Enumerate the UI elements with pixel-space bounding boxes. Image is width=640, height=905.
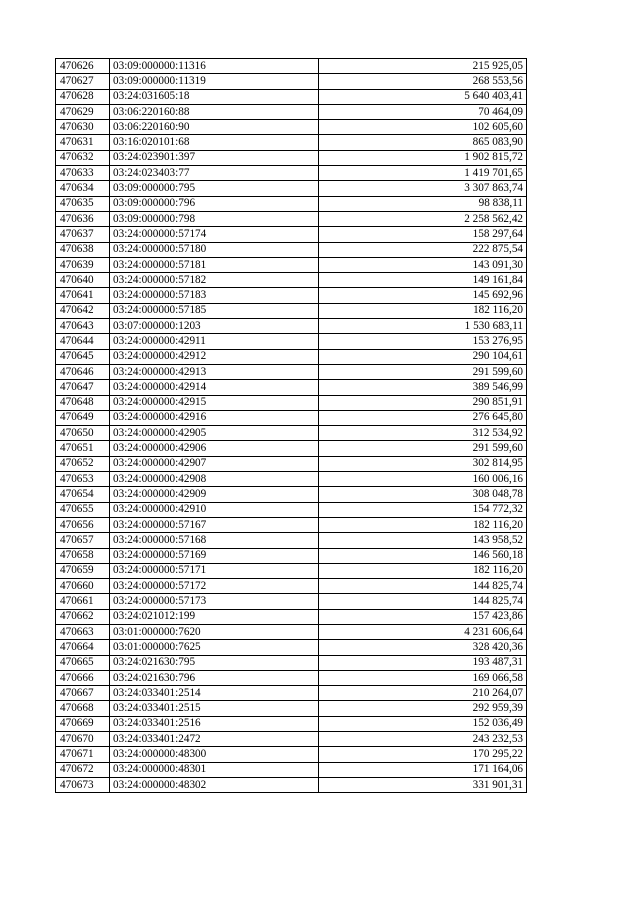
cadastral-number-cell: 03:09:000000:11319 [110,74,319,89]
cadastral-number-cell: 03:24:021012:199 [110,609,319,624]
cadastral-number-cell: 03:24:000000:57173 [110,594,319,609]
cadastral-value-cell: 154 772,32 [319,502,527,517]
cadastral-value-cell: 222 875,54 [319,242,527,257]
table-row [56,701,527,716]
row-number-cell: 470670 [56,732,110,747]
cadastral-number-cell: 03:24:021630:796 [110,670,319,685]
row-number-cell: 470656 [56,517,110,532]
row-number-cell: 470652 [56,456,110,471]
row-number-cell: 470654 [56,487,110,502]
cadastral-value-cell: 193 487,31 [319,655,527,670]
table-row [56,563,527,578]
cadastral-value-cell: 243 232,53 [319,732,527,747]
table-row [56,227,527,242]
cadastral-value-table [55,58,527,793]
row-number-cell: 470649 [56,410,110,425]
row-number-cell: 470637 [56,227,110,242]
row-number-cell: 470665 [56,655,110,670]
row-number-cell: 470653 [56,472,110,487]
row-number-cell: 470658 [56,548,110,563]
cadastral-number-cell: 03:06:220160:90 [110,120,319,135]
cadastral-value-cell: 171 164,06 [319,762,527,777]
row-number-cell: 470673 [56,777,110,792]
cadastral-number-cell: 03:24:031605:18 [110,89,319,104]
table-row [56,579,527,594]
table-row [56,273,527,288]
cadastral-number-cell: 03:16:020101:68 [110,135,319,150]
cadastral-number-cell: 03:24:000000:57168 [110,533,319,548]
cadastral-value-cell: 143 091,30 [319,257,527,272]
row-number-cell: 470627 [56,74,110,89]
cadastral-number-cell: 03:24:000000:57171 [110,563,319,578]
row-number-cell: 470644 [56,334,110,349]
cadastral-number-cell: 03:24:000000:42910 [110,502,319,517]
table-row [56,181,527,196]
cadastral-value-cell: 302 814,95 [319,456,527,471]
table-row [56,686,527,701]
cadastral-number-cell: 03:09:000000:11316 [110,59,319,74]
row-number-cell: 470626 [56,59,110,74]
table-row [56,257,527,272]
cadastral-number-cell: 03:24:000000:57167 [110,517,319,532]
cadastral-number-cell: 03:07:000000:1203 [110,319,319,334]
table-row [56,334,527,349]
table-row [56,211,527,226]
table-row [56,395,527,410]
row-number-cell: 470651 [56,441,110,456]
cadastral-number-cell: 03:24:000000:57183 [110,288,319,303]
cadastral-number-cell: 03:24:033401:2472 [110,732,319,747]
cadastral-value-cell: 157 423,86 [319,609,527,624]
row-number-cell: 470635 [56,196,110,211]
row-number-cell: 470661 [56,594,110,609]
cadastral-value-cell: 152 036,49 [319,716,527,731]
cadastral-value-cell: 389 546,99 [319,380,527,395]
cadastral-number-cell: 03:09:000000:795 [110,181,319,196]
row-number-cell: 470634 [56,181,110,196]
cadastral-number-cell: 03:24:000000:48301 [110,762,319,777]
cadastral-number-cell: 03:24:000000:42905 [110,426,319,441]
table-row [56,472,527,487]
cadastral-value-cell: 182 116,20 [319,303,527,318]
cadastral-number-cell: 03:24:033401:2516 [110,716,319,731]
cadastral-number-cell: 03:24:000000:57174 [110,227,319,242]
row-number-cell: 470633 [56,166,110,181]
cadastral-number-cell: 03:24:023901:397 [110,150,319,165]
cadastral-value-cell: 4 231 606,64 [319,624,527,639]
cadastral-number-cell: 03:24:000000:42908 [110,472,319,487]
cadastral-value-cell: 291 599,60 [319,441,527,456]
table-row [56,120,527,135]
cadastral-number-cell: 03:24:000000:42915 [110,395,319,410]
cadastral-number-cell: 03:01:000000:7620 [110,624,319,639]
row-number-cell: 470632 [56,150,110,165]
cadastral-value-cell: 102 605,60 [319,120,527,135]
row-number-cell: 470645 [56,349,110,364]
table-row [56,487,527,502]
cadastral-number-cell: 03:24:021630:795 [110,655,319,670]
table-body [56,59,527,793]
table-row [56,135,527,150]
cadastral-value-cell: 331 901,31 [319,777,527,792]
table-row [56,655,527,670]
table-row [56,104,527,119]
row-number-cell: 470639 [56,257,110,272]
cadastral-number-cell: 03:24:000000:48302 [110,777,319,792]
table-row [56,288,527,303]
table-row [56,303,527,318]
cadastral-value-cell: 144 825,74 [319,594,527,609]
table-row [56,441,527,456]
table-row [56,456,527,471]
cadastral-value-cell: 182 116,20 [319,517,527,532]
cadastral-number-cell: 03:24:000000:42906 [110,441,319,456]
row-number-cell: 470664 [56,640,110,655]
row-number-cell: 470650 [56,426,110,441]
cadastral-number-cell: 03:24:000000:57169 [110,548,319,563]
cadastral-number-cell: 03:24:000000:42914 [110,380,319,395]
table-row [56,716,527,731]
cadastral-value-cell: 215 925,05 [319,59,527,74]
cadastral-value-cell: 98 838,11 [319,196,527,211]
row-number-cell: 470630 [56,120,110,135]
cadastral-value-cell: 169 066,58 [319,670,527,685]
table-row [56,426,527,441]
table-row [56,380,527,395]
table-row [56,732,527,747]
cadastral-value-cell: 145 692,96 [319,288,527,303]
table-row [56,410,527,425]
cadastral-value-cell: 158 297,64 [319,227,527,242]
cadastral-number-cell: 03:09:000000:798 [110,211,319,226]
row-number-cell: 470663 [56,624,110,639]
cadastral-value-cell: 210 264,07 [319,686,527,701]
cadastral-value-cell: 1 419 701,65 [319,166,527,181]
row-number-cell: 470643 [56,319,110,334]
cadastral-value-cell: 312 534,92 [319,426,527,441]
cadastral-number-cell: 03:24:000000:48300 [110,747,319,762]
cadastral-number-cell: 03:24:033401:2515 [110,701,319,716]
cadastral-number-cell: 03:24:000000:42907 [110,456,319,471]
row-number-cell: 470631 [56,135,110,150]
table-row [56,517,527,532]
cadastral-value-cell: 291 599,60 [319,364,527,379]
cadastral-value-cell: 144 825,74 [319,579,527,594]
cadastral-value-cell: 292 959,39 [319,701,527,716]
row-number-cell: 470671 [56,747,110,762]
cadastral-number-cell: 03:24:000000:42913 [110,364,319,379]
row-number-cell: 470629 [56,104,110,119]
cadastral-number-cell: 03:24:000000:57172 [110,579,319,594]
row-number-cell: 470662 [56,609,110,624]
cadastral-value-cell: 149 161,84 [319,273,527,288]
row-number-cell: 470659 [56,563,110,578]
cadastral-value-cell: 276 645,80 [319,410,527,425]
cadastral-value-cell: 268 553,56 [319,74,527,89]
row-number-cell: 470667 [56,686,110,701]
cadastral-value-cell: 3 307 863,74 [319,181,527,196]
table-row [56,59,527,74]
row-number-cell: 470641 [56,288,110,303]
cadastral-number-cell: 03:24:000000:42911 [110,334,319,349]
table-row [56,242,527,257]
cadastral-value-cell: 170 295,22 [319,747,527,762]
table-row [56,533,527,548]
cadastral-value-cell: 70 464,09 [319,104,527,119]
cadastral-number-cell: 03:24:000000:42909 [110,487,319,502]
table-row [56,166,527,181]
cadastral-value-cell: 865 083,90 [319,135,527,150]
row-number-cell: 470672 [56,762,110,777]
cadastral-value-cell: 5 640 403,41 [319,89,527,104]
cadastral-value-cell: 146 560,18 [319,548,527,563]
cadastral-value-cell: 160 006,16 [319,472,527,487]
table-row [56,548,527,563]
row-number-cell: 470660 [56,579,110,594]
row-number-cell: 470642 [56,303,110,318]
table-row [56,319,527,334]
cadastral-number-cell: 03:06:220160:88 [110,104,319,119]
table-row [56,594,527,609]
table-row [56,349,527,364]
table-row [56,150,527,165]
row-number-cell: 470655 [56,502,110,517]
cadastral-number-cell: 03:24:000000:57181 [110,257,319,272]
row-number-cell: 470628 [56,89,110,104]
cadastral-number-cell: 03:09:000000:796 [110,196,319,211]
row-number-cell: 470636 [56,211,110,226]
row-number-cell: 470666 [56,670,110,685]
cadastral-number-cell: 03:24:000000:57180 [110,242,319,257]
cadastral-number-cell: 03:24:000000:42916 [110,410,319,425]
cadastral-number-cell: 03:01:000000:7625 [110,640,319,655]
table-row [56,762,527,777]
table-row [56,777,527,792]
cadastral-value-cell: 1 530 683,11 [319,319,527,334]
cadastral-value-cell: 308 048,78 [319,487,527,502]
table-row [56,364,527,379]
cadastral-number-cell: 03:24:000000:57182 [110,273,319,288]
table-row [56,196,527,211]
cadastral-number-cell: 03:24:000000:57185 [110,303,319,318]
cadastral-value-cell: 153 276,95 [319,334,527,349]
cadastral-number-cell: 03:24:023403:77 [110,166,319,181]
cadastral-value-cell: 182 116,20 [319,563,527,578]
table-row [56,89,527,104]
table-row [56,747,527,762]
table-row [56,624,527,639]
cadastral-value-cell: 143 958,52 [319,533,527,548]
row-number-cell: 470646 [56,364,110,379]
cadastral-number-cell: 03:24:033401:2514 [110,686,319,701]
table-row [56,502,527,517]
cadastral-number-cell: 03:24:000000:42912 [110,349,319,364]
cadastral-value-cell: 328 420,36 [319,640,527,655]
row-number-cell: 470668 [56,701,110,716]
row-number-cell: 470669 [56,716,110,731]
table-row [56,640,527,655]
table-row [56,670,527,685]
row-number-cell: 470640 [56,273,110,288]
row-number-cell: 470638 [56,242,110,257]
cadastral-value-cell: 290 104,61 [319,349,527,364]
row-number-cell: 470657 [56,533,110,548]
table-row [56,74,527,89]
row-number-cell: 470647 [56,380,110,395]
row-number-cell: 470648 [56,395,110,410]
table-row [56,609,527,624]
cadastral-value-cell: 2 258 562,42 [319,211,527,226]
cadastral-value-cell: 290 851,91 [319,395,527,410]
cadastral-value-cell: 1 902 815,72 [319,150,527,165]
